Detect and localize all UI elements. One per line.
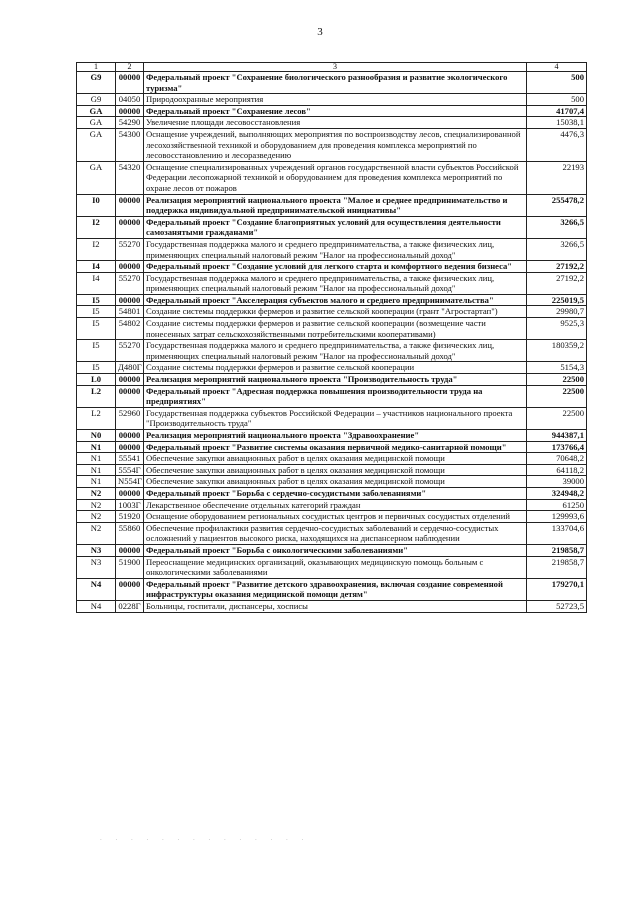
code-cell: GA [77, 105, 116, 117]
table-row [77, 294, 587, 306]
table-row [77, 522, 587, 544]
code-cell: G9 [77, 94, 116, 106]
code-cell: I2 [77, 238, 116, 260]
code-cell: N4 [77, 600, 116, 612]
table-row [77, 318, 587, 340]
table-row [77, 453, 587, 465]
description-cell: Переоснащение медицинских организаций, оказывающих медицинскую помощь больным с онкологическими заболеваниями [144, 556, 527, 578]
table-row [77, 72, 587, 94]
code-cell: L0 [77, 374, 116, 386]
description-cell: Федеральный проект "Адресная поддержка повышения производительности труда на предприятиях" [144, 385, 527, 407]
table-row [77, 117, 587, 129]
code-cell: I5 [77, 340, 116, 362]
subcode-cell: 00000 [116, 487, 144, 499]
amount-cell: 324948,2 [527, 487, 587, 499]
description-cell: Оснащение оборудованием региональных сосудистых центров и первичных сосудистых отделений [144, 511, 527, 523]
amount-cell: 70648,2 [527, 453, 587, 465]
amount-cell: 179270,1 [527, 578, 587, 600]
description-cell: Оснащение специализированных учреждений органов государственной власти субъектов Российской Федерации лесопожарной техникой и оборудованием для проведения комплекса мероприятий по охране лесов от пожаров [144, 161, 527, 194]
description-cell: Обеспечение закупки авиационных работ в целях оказания медицинской помощи [144, 476, 527, 488]
amount-cell: 15038,1 [527, 117, 587, 129]
subcode-cell: 1003Г [116, 499, 144, 511]
table-row [77, 476, 587, 488]
amount-cell: 27192,2 [527, 272, 587, 294]
subcode-cell: 0228Г [116, 600, 144, 612]
table-row [77, 94, 587, 106]
table-row [77, 306, 587, 318]
description-cell: Реализация мероприятий национального проекта "Производительность труда" [144, 374, 527, 386]
subcode-cell: 00000 [116, 216, 144, 238]
code-cell: G9 [77, 72, 116, 94]
subcode-cell: 04050 [116, 94, 144, 106]
amount-cell: 22500 [527, 407, 587, 429]
code-cell: N1 [77, 464, 116, 476]
description-cell: Обеспечение закупки авиационных работ в целях оказания медицинской помощи [144, 464, 527, 476]
budget-table [76, 62, 587, 613]
description-cell: Федеральный проект "Акселерация субъектов малого и среднего предпринимательства" [144, 294, 527, 306]
subcode-cell: 00000 [116, 194, 144, 216]
table-row [77, 128, 587, 161]
table-row [77, 556, 587, 578]
table-row [77, 441, 587, 453]
amount-cell: 9525,3 [527, 318, 587, 340]
description-cell: Государственная поддержка малого и среднего предпринимательства, а также физических лиц, применяющих специальный налоговый режим "Налог на профессиональный доход" [144, 272, 527, 294]
subcode-cell: 54802 [116, 318, 144, 340]
table-row [77, 161, 587, 194]
subcode-cell: 5554Г [116, 464, 144, 476]
code-cell: I5 [77, 318, 116, 340]
header-col-1: 1 [77, 63, 116, 72]
code-cell: I4 [77, 261, 116, 273]
subcode-cell: 00000 [116, 430, 144, 442]
description-cell: Реализация мероприятий национального проекта "Малое и среднее предпринимательство и поддержка индивидуальной предпринимательской инициативы" [144, 194, 527, 216]
amount-cell: 4476,3 [527, 128, 587, 161]
code-cell: N1 [77, 476, 116, 488]
table-row [77, 362, 587, 374]
description-cell: Оснащение учреждений, выполняющих мероприятия по воспроизводству лесов, специализированной лесохозяйственной техникой и оборудованием для проведения комплекса мероприятий по лесовосстановлению и лесоразведению [144, 128, 527, 161]
amount-cell: 64118,2 [527, 464, 587, 476]
table-row [77, 385, 587, 407]
code-cell: I5 [77, 306, 116, 318]
amount-cell: 22500 [527, 385, 587, 407]
description-cell: Федеральный проект "Развитие детского здравоохранения, включая создание современной инфраструктуры оказания медицинской помощи детям" [144, 578, 527, 600]
subcode-cell: Д480Г [116, 362, 144, 374]
subcode-cell: 54300 [116, 128, 144, 161]
amount-cell: 500 [527, 72, 587, 94]
table-row [77, 430, 587, 442]
subcode-cell: 55270 [116, 238, 144, 260]
code-cell: I2 [77, 216, 116, 238]
subcode-cell: 00000 [116, 544, 144, 556]
code-cell: N2 [77, 499, 116, 511]
code-cell: L2 [77, 385, 116, 407]
table-row [77, 544, 587, 556]
amount-cell: 22193 [527, 161, 587, 194]
code-cell: I5 [77, 362, 116, 374]
code-cell: GA [77, 161, 116, 194]
table-row [77, 238, 587, 260]
table-row [77, 464, 587, 476]
amount-cell: 3266,5 [527, 216, 587, 238]
description-cell: Федеральный проект "Сохранение лесов" [144, 105, 527, 117]
subcode-cell: 00000 [116, 261, 144, 273]
code-cell: I4 [77, 272, 116, 294]
code-cell: L2 [77, 407, 116, 429]
amount-cell: 219858,7 [527, 556, 587, 578]
description-cell: Федеральный проект "Борьба с онкологическими заболеваниями" [144, 544, 527, 556]
subcode-cell: 54320 [116, 161, 144, 194]
description-cell: Государственная поддержка малого и среднего предпринимательства, а также физических лиц, применяющих специальный налоговый режим "Налог на профессиональный доход" [144, 238, 527, 260]
description-cell: Федеральный проект "Борьба с сердечно-сосудистыми заболеваниями" [144, 487, 527, 499]
description-cell: Федеральный проект "Сохранение биологического разнообразия и развитие экологического туризма" [144, 72, 527, 94]
description-cell: Лекарственное обеспечение отдельных категорий граждан [144, 499, 527, 511]
page-number: 3 [317, 26, 323, 38]
table-row [77, 487, 587, 499]
amount-cell: 500 [527, 94, 587, 106]
subcode-cell: 00000 [116, 105, 144, 117]
subcode-cell: 00000 [116, 385, 144, 407]
table-header-row [77, 63, 587, 72]
code-cell: N3 [77, 556, 116, 578]
subcode-cell: 54801 [116, 306, 144, 318]
amount-cell: 41707,4 [527, 105, 587, 117]
header-col-3: 3 [144, 63, 527, 72]
subcode-cell: 00000 [116, 72, 144, 94]
subcode-cell: 00000 [116, 294, 144, 306]
table-row [77, 407, 587, 429]
amount-cell: 133704,6 [527, 522, 587, 544]
table-row [77, 340, 587, 362]
scan-noise: . . . . . . . . . . . . . . [100, 834, 310, 842]
subcode-cell: 54290 [116, 117, 144, 129]
amount-cell: 3266,5 [527, 238, 587, 260]
amount-cell: 219858,7 [527, 544, 587, 556]
description-cell: Обеспечение профилактики развития сердечно-сосудистых заболеваний и сердечно-сосудистых осложнений у пациентов высокого риска, находящихся на диспансерном наблюдении [144, 522, 527, 544]
subcode-cell: 00000 [116, 374, 144, 386]
table-row [77, 511, 587, 523]
subcode-cell: 51920 [116, 511, 144, 523]
code-cell: N2 [77, 511, 116, 523]
table-row [77, 261, 587, 273]
table-row [77, 216, 587, 238]
amount-cell: 39000 [527, 476, 587, 488]
table-row [77, 600, 587, 612]
description-cell: Увеличение площади лесовосстановления [144, 117, 527, 129]
subcode-cell: 00000 [116, 578, 144, 600]
amount-cell: 180359,2 [527, 340, 587, 362]
code-cell: N4 [77, 578, 116, 600]
amount-cell: 173766,4 [527, 441, 587, 453]
description-cell: Больницы, госпитали, диспансеры, хосписы [144, 600, 527, 612]
code-cell: I0 [77, 194, 116, 216]
table-row [77, 272, 587, 294]
description-cell: Создание системы поддержки фермеров и развитие сельской кооперации [144, 362, 527, 374]
subcode-cell: 55860 [116, 522, 144, 544]
amount-cell: 22500 [527, 374, 587, 386]
description-cell: Обеспечение закупки авиационных работ в целях оказания медицинской помощи [144, 453, 527, 465]
code-cell: GA [77, 128, 116, 161]
amount-cell: 61250 [527, 499, 587, 511]
subcode-cell: 55270 [116, 340, 144, 362]
amount-cell: 255478,2 [527, 194, 587, 216]
subcode-cell: 52960 [116, 407, 144, 429]
header-col-4: 4 [527, 63, 587, 72]
amount-cell: 5154,3 [527, 362, 587, 374]
amount-cell: 129993,6 [527, 511, 587, 523]
code-cell: GA [77, 117, 116, 129]
subcode-cell: 51900 [116, 556, 144, 578]
description-cell: Государственная поддержка субъектов Российской Федерации – участников национального проекта "Производительность труда" [144, 407, 527, 429]
code-cell: N3 [77, 544, 116, 556]
header-col-2: 2 [116, 63, 144, 72]
description-cell: Создание системы поддержки фермеров и развитие сельской кооперации (возмещение части понесенных затрат сельскохозяйственными потребительскими кооперативами) [144, 318, 527, 340]
description-cell: Реализация мероприятий национального проекта "Здравоохранение" [144, 430, 527, 442]
table-row [77, 105, 587, 117]
description-cell: Федеральный проект "Развитие системы оказания первичной медико-санитарной помощи" [144, 441, 527, 453]
amount-cell: 225019,5 [527, 294, 587, 306]
table-row [77, 194, 587, 216]
description-cell: Природоохранные мероприятия [144, 94, 527, 106]
amount-cell: 944387,1 [527, 430, 587, 442]
amount-cell: 29980,7 [527, 306, 587, 318]
description-cell: Федеральный проект "Создание благоприятных условий для осуществления деятельности самозанятыми гражданами" [144, 216, 527, 238]
description-cell: Государственная поддержка малого и среднего предпринимательства, а также физических лиц, применяющих специальный налоговый режим "Налог на профессиональный доход" [144, 340, 527, 362]
code-cell: N0 [77, 430, 116, 442]
code-cell: N1 [77, 453, 116, 465]
subcode-cell: 55270 [116, 272, 144, 294]
code-cell: N1 [77, 441, 116, 453]
subcode-cell: 55541 [116, 453, 144, 465]
code-cell: N2 [77, 487, 116, 499]
amount-cell: 27192,2 [527, 261, 587, 273]
table-row [77, 578, 587, 600]
code-cell: N2 [77, 522, 116, 544]
subcode-cell: N554Г [116, 476, 144, 488]
code-cell: I5 [77, 294, 116, 306]
description-cell: Создание системы поддержки фермеров и развитие сельской кооперации (грант "Агростартап") [144, 306, 527, 318]
table-row [77, 499, 587, 511]
description-cell: Федеральный проект "Создание условий для легкого старта и комфортного ведения бизнеса" [144, 261, 527, 273]
amount-cell: 52723,5 [527, 600, 587, 612]
subcode-cell: 00000 [116, 441, 144, 453]
table-row [77, 374, 587, 386]
